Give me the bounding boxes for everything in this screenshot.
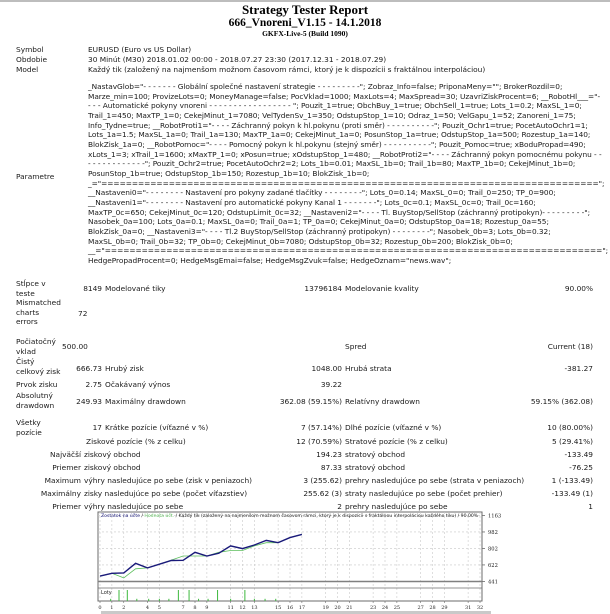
x-tick-label: 27: [417, 605, 424, 611]
stat-label: stratový obchod: [345, 450, 406, 459]
stat-value: -76.25: [569, 463, 593, 472]
x-tick-label: 24: [381, 605, 389, 611]
net-profit-value: 666.73: [76, 364, 102, 373]
rel-drawdown-label: Relatívny drawdown: [345, 397, 420, 406]
quality-label: Modelovanie kvality: [345, 284, 419, 293]
x-tick-label: 7: [181, 605, 185, 611]
net-profit-label: Čistý celkový zisk: [16, 357, 61, 376]
stat-value: 1: [588, 502, 593, 511]
stat-value: 194.23: [316, 450, 342, 459]
abs-drawdown-label: Absolutný drawdown: [16, 391, 55, 410]
balance-chart: [97, 511, 610, 614]
x-tick-label: 15: [274, 605, 282, 611]
quality-value: 90.00%: [564, 284, 593, 293]
total-trades-value: 17: [92, 423, 102, 432]
chart-title-part: Zostatok na účte: [101, 514, 140, 519]
short-positions-value: 7 (57.14%): [301, 423, 342, 432]
chart-title-part: Hodnota účt.: [144, 514, 175, 519]
x-tick-label: 20: [334, 605, 341, 611]
stat-label: prehry nasledujúce po sebe: [345, 502, 448, 511]
x-tick-label: 16: [286, 605, 294, 611]
gross-loss-label: Hrubá strata: [345, 364, 392, 373]
period-value: 30 Minút (M30) 2018.01.02 00:00 - 2018.07.27 23:30 (2017.12.31 - 2018.07.29): [88, 55, 387, 64]
parameter-line: _NastavGlob="- - - - - - - Globální společné nastavení strategie - - - - - - - - -"; Zobraz_Info=false; PriponaMeny=""; BrokerRozdil=0;: [88, 82, 563, 91]
ticks-value: 13796184: [304, 284, 342, 293]
chart-title-part: / Každý tik (založený na najmenšom možnom časovom rámci, ktorý je k dispozícii s fraktálnou interpoláciou každého tiku) / 90.00%: [174, 514, 479, 519]
x-tick-label: 9: [205, 605, 209, 611]
parameter-line: PosunStop_1b=true; OdstupStop_1b=150; Rozestup_1b=10; BlokZisk_1b=0;: [88, 168, 370, 178]
parameter-line: BlokZisk_1a=0; __RobotPomoc="- - - - Pomocný pokyn k hl.pokynu (stejný směr) - - - - - - - - - -"; Pouzit_Pomoc=true; xBoduPropad=490;: [88, 139, 586, 149]
x-tick-label: 23: [369, 605, 377, 611]
long-positions-value: 10 (80.00%): [547, 423, 593, 432]
x-tick-label: 32: [476, 605, 484, 611]
stat-prefix: Najväčší: [50, 450, 81, 459]
bars-value: 8149: [83, 284, 102, 293]
x-tick-label: 31: [464, 605, 472, 611]
x-tick-label: 8: [193, 605, 197, 611]
x-tick-label: 2: [122, 605, 126, 611]
parameter-line: Nasobek_0a=100; Lots_0a=0.1; MaxSL_0a=0; Trail_0a=1; TP_0a=0; CekejMinut_0a=0; OdstupStop_0a=18; Rozestup_0a=55;: [88, 217, 549, 227]
stat-label: výhry nasledujúce po sebe (zisk v peniazoch): [84, 476, 253, 485]
period-label: Obdobie: [16, 55, 48, 64]
y-tick-label: 982: [488, 529, 498, 536]
parameter-line: HedgePropadProcent=0; HedgeMsgEmai=false; HedgeMsgZvuk=false; HedgeOznam="news.wav";: [88, 255, 452, 265]
stat-value: 255.62 (3): [303, 489, 342, 498]
parameter-line: Info_Tydne=true; __RobotProti1="- - - - Záchranný pokyn k hl.pokynu (proti směr) - - - - - - - - - -"; Pouzit_Ochr1=true; PocetAutoOchr1=1;: [88, 120, 588, 130]
y-tick-label: 1163: [488, 513, 502, 520]
stat-label: ziskový obchod: [84, 450, 141, 459]
y-tick-label: 802: [488, 546, 498, 553]
x-tick-label: 19: [322, 605, 329, 611]
stat-value: -133.49: [564, 450, 593, 459]
x-tick-label: 13: [251, 605, 258, 611]
stat-prefix: Priemer: [52, 463, 81, 472]
parameter-line: Trail_1=450; MaxTP_1=0; CekejMinut_1=7080; VelTydenSv_1=350; OdstupStop_1=10; Odraz_1=50; VelGapu_1=52; Zanoreni_1=75;: [88, 110, 576, 120]
lots-label: Loty: [101, 590, 112, 596]
parameters-value: [88, 82, 608, 265]
ticks-label: Modelované tiky: [105, 284, 166, 293]
stat-label: Ziskové pozície (% z celku): [86, 437, 186, 446]
stat-prefix: Maximum: [44, 476, 81, 485]
stat-value: 3 (255.62): [303, 476, 342, 485]
symbol-label: Symbol: [16, 45, 44, 54]
parameter-line: _="=================================================================================";: [88, 178, 605, 188]
stat-value: 2: [337, 502, 342, 511]
short-positions-label: Krátke pozície (víťazné v %): [105, 423, 209, 432]
stat-value: 12 (70.59%): [296, 437, 342, 446]
x-tick-label: 29: [441, 605, 448, 611]
x-tick-label: 0: [98, 605, 102, 611]
profit-factor-value: 2.75: [85, 380, 102, 389]
mismatch-value: 72: [78, 309, 88, 318]
x-tick-label: 25: [393, 605, 401, 611]
stat-label: zisky nasledujúce po sebe (počet víťazstiev): [84, 489, 248, 498]
profit-factor-label: Prvok zisku: [16, 380, 58, 389]
stat-label: ziskový obchod: [84, 463, 141, 472]
x-tick-label: 4: [145, 605, 150, 611]
x-tick-label: 12: [239, 605, 246, 611]
x-tick-label: 5: [157, 605, 161, 611]
parameter-line: MaxSL_0b=0; Trail_0b=32; TP_0b=0; CekejMinut_0b=7080; OdstupStop_0b=32; Rozestup_0b=200; BlokZisk_0b=0;: [88, 236, 513, 246]
model-value: Každý tik (založený na najmenšom možnom časovom rámci, ktorý je k dispozícii s fraktálnou interpoláciou): [88, 65, 486, 74]
spread-label: Spred: [345, 342, 367, 351]
x-tick-label: 17: [298, 605, 306, 611]
report-title: Strategy Tester Report: [241, 2, 369, 17]
stat-label: výhry nasledujúce po sebe: [84, 502, 184, 511]
payoff-label: Očakávaný výnos: [105, 380, 171, 389]
deposit-label: Počiatočný vklad: [16, 337, 56, 356]
parameter-line: MaxTP_0c=650; CekejMinut_0c=120; OdstupLimit_0c=32; __Nastaveni2="- - - - Tl. BuyStop/SellStop (záchranný protipokyn)- - - - - - - - -";: [88, 207, 591, 217]
x-tick-label: 28: [429, 605, 436, 611]
report-header: [0, 2, 610, 38]
x-tick-label: 1: [110, 605, 114, 611]
spread-value: Current (18): [547, 342, 593, 351]
parameter-line: __="=================================================================================";: [88, 246, 609, 256]
stat-value: 5 (29.41%): [552, 437, 593, 446]
gross-profit-label: Hrubý zisk: [105, 364, 144, 373]
abs-drawdown-value: 249.93: [76, 397, 102, 406]
stat-prefix: Priemer: [52, 502, 81, 511]
parameter-line: xLots_1=3; xTrail_1=1600; xMaxTP_1=0; xPosun=true; xOdstupStop_1=480; __RobotProti2="- - - - Záchranný pokyn pomocnému pokynu - -: [88, 149, 602, 159]
stat-label: stratový obchod: [345, 463, 406, 472]
x-tick-label: 11: [227, 605, 234, 611]
stat-label: straty nasledujúce po sebe (počet prehier): [345, 489, 503, 498]
max-drawdown-label: Maximálny drawdown: [105, 397, 186, 406]
stat-value: 1 (-133.49): [551, 476, 593, 485]
deposit-value: 500.00: [62, 342, 88, 351]
parameter-line: __Nastaveni1="- - - - - - - - Nastavení pro automatické pokyny Kanal 1 - - - - - - -"; Lots_0c=0.1; MaxSL_0c=0; Trail_0c=160;: [88, 197, 536, 207]
total-trades-label: Všetky pozície: [16, 418, 42, 437]
y-tick-label: 441: [488, 579, 498, 586]
stat-value: -133.49 (1): [551, 489, 593, 498]
stat-label: Stratové pozície (% z celku): [345, 437, 448, 446]
stat-prefix: Maximálny: [40, 489, 81, 498]
chart-title-part: /: [139, 514, 145, 519]
parameter-line: Marze_min=100; ProvizeLots=0; MoneyManage=false; PocVklad=1000; MaxLots=4; MaxSpread=30; UzavriZiskProcent=6; __RobotHl___="-: [88, 91, 601, 101]
x-tick-label: 21: [346, 605, 353, 611]
chart-title: [101, 512, 479, 519]
parameter-line: BlokZisk_0a=0; __Nastaveni3="- - - - Tl.2 BuyStop/SellStop (záchranný protipokyn) - - - - - - - -"; Nasobek_0b=3; Lots_0b=0.32;: [88, 226, 551, 236]
parameter-line: __Nastaveni0="- - - - - - - - Nastavení pro pokyny zadané tlačítky - - - - - - - -"; Lots_0=0.14; MaxSL_0=0; Trail_0=250; TP_0=900;: [88, 188, 556, 198]
max-drawdown-value: 362.08 (59.15%): [279, 397, 342, 406]
rel-drawdown-value: 59.15% (362.08): [530, 397, 593, 406]
gross-loss-value: -381.27: [564, 364, 593, 373]
bars-label: Stĺpce v teste: [16, 279, 46, 298]
parameter-line: Lots_1a=1.5; MaxSL_1a=0; Trail_1a=130; MaxTP_1a=0; CekejMinut_1a=0; PosunStop_1a=true; OdstupStop_1a=500; Rozestup_1a=140;: [88, 130, 591, 140]
expert-name: 666_Vnoreni_V1.15 - 14.1.2018: [228, 17, 382, 29]
model-label: Model: [16, 65, 39, 74]
parameter-line: - - - - - - - - - - - -"; Pouzit_Ochr2=true; PocetAutoOchr2=2; Lots_1b=0.01; MaxSL_1b=0; Trail_1b=80; MaxTP_1b=0; CekejMinut_1b=0;: [88, 159, 576, 169]
gross-profit-value: 1048.00: [311, 364, 342, 373]
parameters-label: Parametre: [16, 172, 55, 181]
mismatch-label: Mismatched charts errors: [16, 298, 61, 327]
stat-value: 87.33: [320, 463, 342, 472]
payoff-value: 39.22: [320, 380, 342, 389]
symbol-value: EURUSD (Euro vs US Dollar): [88, 45, 192, 54]
stat-label: prehry nasledujúce po sebe (strata v peniazoch): [345, 476, 525, 485]
long-positions-label: Dlhé pozície (víťazné v %): [345, 423, 442, 432]
y-tick-label: 622: [488, 562, 498, 569]
parameter-line: - - - Automatické pokyny vnoreni - - - - - - - - - - - - - - - - - "; Pouzit_1=true; ObchBuy_1=true; ObchSell_1=true; Lots_1=0.2; MaxSL_1=0;: [88, 101, 582, 111]
server-build: GKFX-Live-5 (Build 1090): [262, 29, 348, 38]
